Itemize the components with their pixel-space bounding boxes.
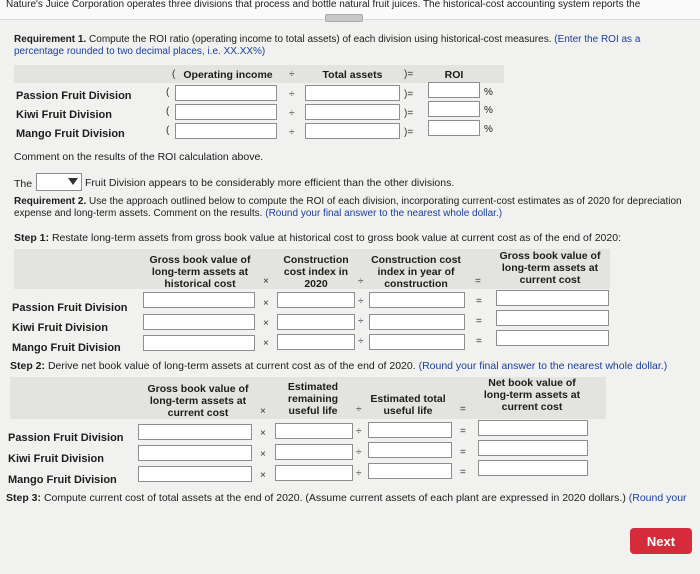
step2-col-gross-current: Gross book value of long-term assets at current cost (147, 383, 249, 419)
step2-row-kiwi-label: Kiwi Fruit Division (8, 453, 104, 465)
req1-text (14, 34, 684, 58)
resize-handle[interactable] (325, 14, 363, 22)
step2-col-net-book: Net book value of long-term assets at current cost (483, 377, 581, 413)
step2-passion-remaining-input[interactable] (275, 423, 353, 439)
step2-hint: (Round your final answer to the nearest whole dollar.) (418, 360, 668, 372)
req1-kiwi-total-input[interactable] (305, 104, 400, 120)
step1-mango-gross-input[interactable] (143, 335, 255, 351)
req1-mango-roi-input[interactable] (428, 120, 480, 136)
step1-op1: × (263, 276, 269, 287)
req1-passion-total-input[interactable] (305, 85, 400, 101)
step2-passion-gross-input[interactable] (138, 424, 252, 440)
step3-text: Compute current cost of total assets at the end of 2020. (Assume current assets of each plant are expressed in 2020 dollars.) (43, 492, 626, 504)
step2-passion-total-input[interactable] (368, 422, 452, 438)
req1-row-eq: )= (404, 108, 414, 119)
step1-passion-index-input[interactable] (277, 292, 355, 308)
step1-col-gross-current: Gross book value of long-term assets at current cost (499, 250, 601, 286)
req1-passion-roi-input[interactable] (428, 82, 480, 98)
step2-kiwi-total-input[interactable] (368, 442, 452, 458)
req1-open-paren: ( (172, 69, 176, 80)
step1-heading (14, 232, 694, 244)
step2-mango-total-input[interactable] (368, 463, 452, 479)
step1-row-mango-label: Mango Fruit Division (12, 342, 121, 354)
step3-title: Step 3: (6, 492, 42, 504)
step1-passion-gross-input[interactable] (143, 292, 255, 308)
req1-row-op: ÷ (289, 127, 295, 138)
chevron-down-icon (68, 178, 78, 185)
req1-col-eq: )= (404, 69, 414, 80)
step1-mango-construction-input[interactable] (369, 334, 465, 350)
req1-row-mango-label: Mango Fruit Division (16, 128, 125, 140)
step2-mango-result-input[interactable] (478, 460, 588, 476)
step2-kiwi-result-input[interactable] (478, 440, 588, 456)
step1-kiwi-result-input[interactable] (496, 310, 609, 326)
step2-op1: × (260, 406, 266, 417)
req1-passion-operating-input[interactable] (175, 85, 277, 101)
step1-col-cost-index: Construction cost index in 2020 (283, 254, 349, 290)
step1-mango-result-input[interactable] (496, 330, 609, 346)
req1-row-passion-label: Passion Fruit Division (16, 90, 132, 102)
req2-hint: (Round your final answer to the nearest whole dollar.) (265, 208, 503, 219)
step2-text: Derive net book value of long-term assets at current cost as of the end of 2020. (47, 360, 416, 372)
step1-mango-index-input[interactable] (277, 334, 355, 350)
req2-text (14, 196, 684, 220)
step2-title: Step 2: (10, 360, 46, 372)
step2-mango-remaining-input[interactable] (275, 465, 353, 481)
req1-row-op: ÷ (289, 89, 295, 100)
step2-op2: ÷ (356, 404, 362, 415)
req1-mango-pct: % (484, 124, 493, 135)
step2-kiwi-remaining-input[interactable] (275, 444, 353, 460)
step1-col-construction-index: Construction cost index in year of construction (371, 254, 461, 290)
step1-kiwi-index-input[interactable] (277, 314, 355, 330)
step1-op2: ÷ (358, 276, 364, 287)
req1-kiwi-pct: % (484, 105, 493, 116)
step1-col-gross-hist: Gross book value of long-term assets at historical cost (149, 254, 251, 290)
step2-mango-gross-input[interactable] (138, 466, 252, 482)
step1-passion-construction-input[interactable] (369, 292, 465, 308)
req1-kiwi-operating-input[interactable] (175, 104, 277, 120)
comment-sentence-end: Fruit Division appears to be considerably more efficient than the other divisions. (85, 177, 455, 189)
req1-mango-total-input[interactable] (305, 123, 400, 139)
req1-col-roi: ROI (444, 69, 464, 81)
step2-row-mango-label: Mango Fruit Division (8, 474, 117, 486)
step2-heading (10, 360, 700, 372)
step1-row-kiwi-label: Kiwi Fruit Division (12, 322, 108, 334)
intro-text: Nature's Juice Corporation operates three divisions that process and bottle natural fruit juices. The historical-cost accounting system reports the (6, 0, 641, 10)
step2-passion-result-input[interactable] (478, 420, 588, 436)
req1-desc: Compute the ROI ratio (operating income to total assets) of each division using historical-cost measures. (89, 34, 552, 45)
step2-col-remaining-life: Estimated remaining useful life (287, 381, 339, 417)
step3-heading (6, 492, 700, 504)
req1-row-op: ÷ (289, 108, 295, 119)
step1-text: Restate long-term assets from gross book value at historical cost to gross book value at current cost as of the end of 2020: (51, 232, 621, 244)
req1-col-total: Total assets (322, 69, 383, 81)
step1-kiwi-gross-input[interactable] (143, 314, 255, 330)
comment-prompt: Comment on the results of the ROI calculation above. (14, 151, 264, 163)
comment-sentence-start: The (14, 178, 33, 190)
req1-kiwi-roi-input[interactable] (428, 101, 480, 117)
step1-row-passion-label: Passion Fruit Division (12, 302, 128, 314)
req1-col-operating: Operating income (183, 69, 273, 81)
req1-row-kiwi-label: Kiwi Fruit Division (16, 109, 112, 121)
req2-desc: Use the approach outlined below to compute the ROI of each division, incorporating current-cost estimates as of 2020 for depreciation expense and long-term assets. Comment on the results. (14, 196, 682, 219)
step1-op3: = (475, 276, 481, 287)
step1-passion-result-input[interactable] (496, 290, 609, 306)
req1-row-eq: )= (404, 89, 414, 100)
step2-row-passion-label: Passion Fruit Division (8, 432, 124, 444)
step3-hint: (Round your (628, 492, 687, 504)
division-select[interactable] (36, 173, 82, 191)
req1-col-div: ÷ (289, 69, 295, 80)
step1-kiwi-construction-input[interactable] (369, 314, 465, 330)
req1-row-eq: )= (404, 127, 414, 138)
req1-passion-pct: % (484, 87, 493, 98)
req1-title: Requirement 1. (14, 34, 87, 45)
step2-col-total-life: Estimated total useful life (370, 393, 446, 417)
step1-title: Step 1: (14, 232, 50, 244)
next-button[interactable]: Next (630, 528, 692, 554)
step2-kiwi-gross-input[interactable] (138, 445, 252, 461)
req1-mango-operating-input[interactable] (175, 123, 277, 139)
req1-hint: (Enter the ROI as a percentage rounded to two decimal places, i.e. XX.XX%) (14, 34, 641, 57)
req2-title: Requirement 2. (14, 196, 87, 207)
step2-op3: = (460, 404, 466, 415)
